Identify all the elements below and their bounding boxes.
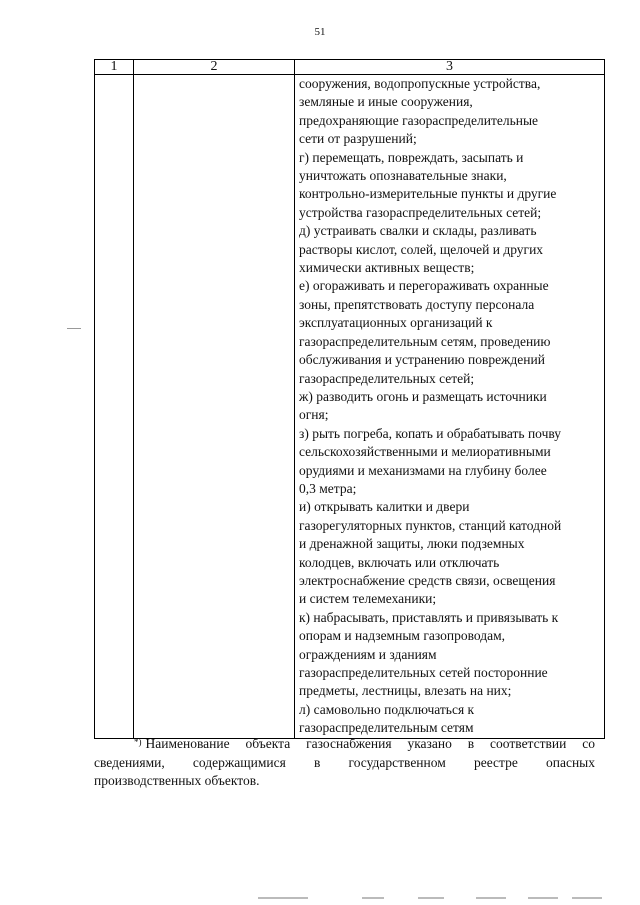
text-line: земляные и иные сооружения,	[299, 94, 473, 110]
text-line: контрольно-измерительные пункты и другие	[299, 186, 557, 202]
text-line: огня;	[299, 407, 329, 423]
text-line: 0,3 метра;	[299, 480, 357, 496]
text-line: г) перемещать, повреждать, засыпать и	[299, 149, 524, 165]
cell-col-3	[295, 75, 605, 739]
text-line: предохраняющие газораспределительные	[299, 112, 539, 128]
text-line: ж) разводить огонь и размещать источники	[299, 388, 547, 404]
footnote-line-3: производственных объектов.	[94, 773, 260, 788]
text-line: д) устраивать свалки и склады, разливать	[299, 223, 537, 239]
text-line: предметы, лестницы, влезать на них;	[299, 683, 512, 699]
text-line: опорам и надземным газопроводам,	[299, 628, 505, 644]
table-row	[95, 75, 605, 739]
table-header-row	[95, 60, 605, 75]
text-line: растворы кислот, солей, щелочей и других	[299, 241, 544, 257]
text-line: сети от разрушений;	[299, 131, 417, 147]
text-line: орудиями и механизмами на глубину более	[299, 462, 547, 478]
text-line: химически активных веществ;	[299, 260, 475, 276]
text-line: к) набрасывать, приставлять и привязывать к	[299, 609, 559, 625]
restrictions-text	[295, 75, 604, 738]
footnote-line-1-text: Наименование объекта газоснабжения указано в соответствии со	[145, 736, 595, 751]
footnote-line-1	[94, 735, 595, 754]
cell-col-1	[95, 75, 134, 739]
text-line: и) открывать калитки и двери	[299, 499, 470, 515]
text-line: газорегуляторных пунктов, станций катодной	[299, 517, 562, 533]
text-line: и дренажной защиты, люки подземных	[299, 536, 525, 552]
cell-col-2	[134, 75, 295, 739]
header-col-1: 1	[95, 60, 134, 75]
text-line: газораспределительным сетям, проведению	[299, 333, 551, 349]
page-number: 51	[314, 26, 326, 38]
text-line: и систем телемеханики;	[299, 591, 437, 607]
text-line: л) самовольно подключаться к	[299, 701, 475, 717]
text-line: устройства газораспределительных сетей;	[299, 204, 542, 220]
text-line: газораспределительным сетям	[299, 720, 474, 736]
text-line: газораспределительных сетей посторонние	[299, 665, 548, 680]
text-line: эксплуатационных организаций к	[299, 315, 493, 331]
text-line: ограждениям и зданиям	[299, 646, 437, 662]
header-col-2: 2	[134, 60, 295, 75]
text-line: обслуживания и устранению повреждений	[299, 352, 545, 368]
footnote	[94, 735, 595, 791]
footnote-marker: *)	[134, 737, 142, 747]
footnote-line-2: сведениями, содержащимися в государственном реестре опасных	[94, 754, 595, 770]
text-line: з) рыть погреба, копать и обрабатывать почву	[299, 425, 562, 441]
text-line: сооружения, водопропускные устройства,	[299, 76, 541, 91]
text-line: газораспределительных сетей;	[299, 370, 475, 386]
text-line: колодцев, включать или отключать	[299, 554, 500, 570]
margin-mark	[67, 328, 81, 329]
text-line: электроснабжение средств связи, освещения	[299, 572, 556, 588]
text-line: зоны, препятствовать доступу персонала	[299, 296, 535, 312]
text-line: уничтожать опознавательные знаки,	[299, 168, 507, 184]
text-line: е) огораживать и перегораживать охранные	[299, 278, 549, 294]
header-col-3: 3	[295, 60, 605, 75]
text-line: сельскохозяйственными и мелиоративными	[299, 444, 551, 460]
scan-artifacts	[0, 897, 640, 901]
regulation-table	[94, 59, 605, 739]
